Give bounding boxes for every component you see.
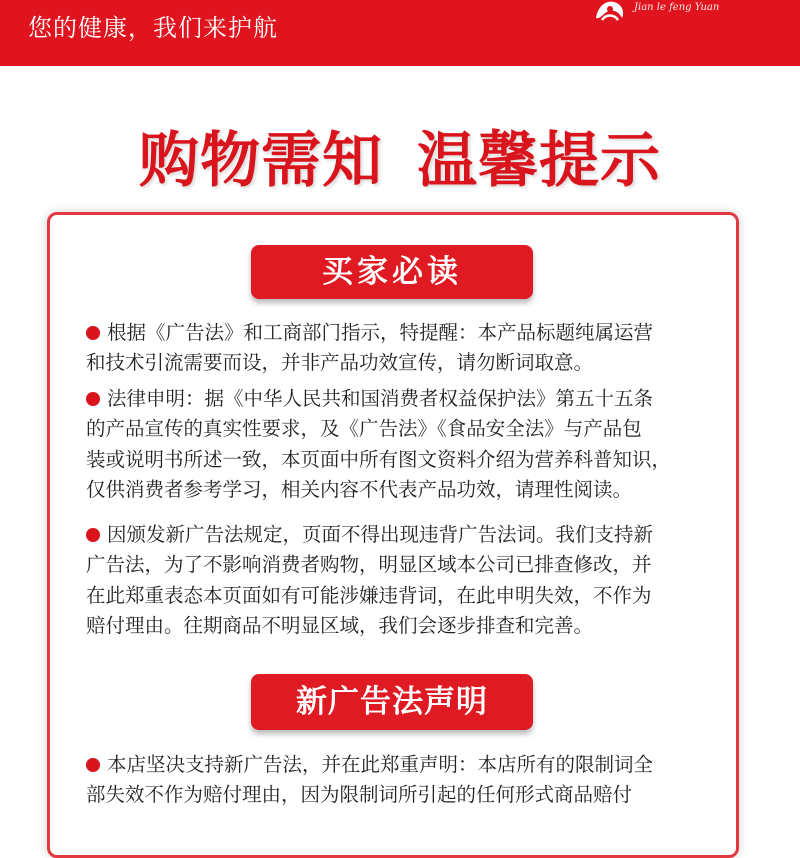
red-dot-icon [86,528,100,542]
notice-paragraph: 根据《广告法》和工商部门指示，特提醒：本产品标题纯属运营 和技术引流需要而设，并非产品功效宣传，请勿断词取意。 [86,321,654,375]
notice-paragraph: 因颁发新广告法规定，页面不得出现违背广告法词。我们支持新 广告法，为了不影响消费者购物，明显区域本公司已排查修改，并 在此郑重表态本页面如有可能涉嫌违背词，在此申明失效，不作为 赔付理由。往期商品不明显区域，我们会逐步排查和完善。 [86,523,654,637]
logo-mark-icon [592,0,628,26]
red-dot-icon [86,326,100,340]
red-dot-icon [86,392,100,406]
title-shopping-notice: 购物需知 [139,126,383,196]
notice-paragraph: 本店坚决支持新广告法，并在此郑重声明：本店所有的限制词全 部失效不作为赔付理由，因为限制词所引起的任何形式商品赔付 [86,753,654,807]
notice-paragraph: 法律申明：据《中华人民共和国消费者权益保护法》第五十五条 的产品宣传的真实性要求，及《广告法》《食品安全法》与产品包 装或说明书所述一致，本页面中所有图文资料介绍为营养科普知识， 仅供消费者参考学习，相关内容不代表产品功效，请理性阅读。 [86,387,672,501]
brand-tagline: 您的健康，我们来护航 [28,14,278,42]
page-title [0,113,800,199]
red-dot-icon [86,758,100,772]
logo-romanized-name: Jian le feng Yuan [634,2,720,13]
section-label-new-ad-law-statement: 新广告法声明 [251,674,533,730]
top-banner [0,0,800,66]
section-label-buyer-must-read: 买家必读 [251,245,533,299]
title-warm-reminder: 温馨提示 [417,126,661,196]
